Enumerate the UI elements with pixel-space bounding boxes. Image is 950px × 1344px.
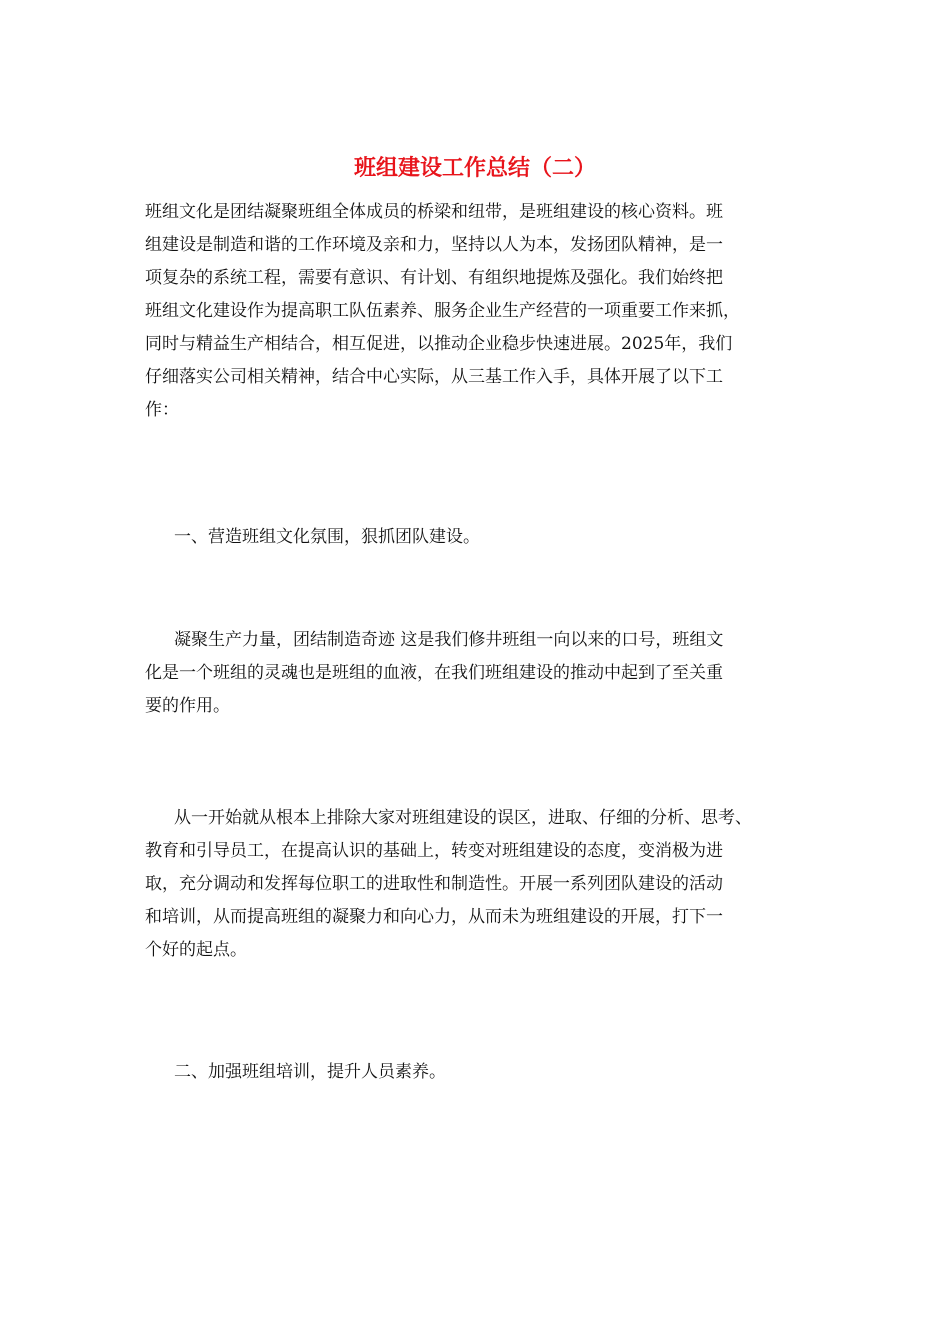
document-title: 班组建设工作总结（二） [353,155,596,181]
section-heading-2 [145,1056,825,1089]
paragraph-line: 个好的起点。 [145,940,247,960]
section-heading-1 [145,521,825,554]
paragraph-line: 教育和引导员工，在提高认识的基础上，转变对班组建设的态度，变消极为进 [145,841,723,861]
paragraph-2 [145,802,825,967]
paragraph-line: 要的作用。 [145,696,230,716]
paragraph-line: 取，充分调动和发挥每位职工的进取性和制造性。开展一系列团队建设的活动 [145,874,723,894]
intro-line: 项复杂的系统工程，需要有意识、有计划、有组织地提炼及强化。我们始终把 [145,268,723,288]
paragraph-line: 从一开始就从根本上排除大家对班组建设的误区，进取、仔细的分析、思考、 [174,808,752,828]
section-heading-text: 一、营造班组文化氛围，狠抓团队建设。 [174,527,480,547]
section-heading-text: 二、加强班组培训，提升人员素养。 [174,1062,446,1082]
intro-line: 同时与精益生产相结合，相互促进，以推动企业稳步快速进展。2025年，我们 [145,334,733,354]
intro-line: 仔细落实公司相关精神，结合中心实际，从三基工作入手，具体开展了以下工 [145,367,723,387]
intro-paragraph [145,196,825,427]
intro-line: 作： [145,400,179,420]
paragraph-line: 和培训，从而提高班组的凝聚力和向心力，从而未为班组建设的开展，打下一 [145,907,723,927]
intro-line: 班组文化是团结凝聚班组全体成员的桥梁和纽带，是班组建设的核心资料。班 [145,202,723,222]
paragraph-line: 凝聚生产力量，团结制造奇迹 这是我们修井班组一向以来的口号，班组文 [174,630,724,650]
paragraph-1 [145,624,825,723]
paragraph-line: 化是一个班组的灵魂也是班组的血液，在我们班组建设的推动中起到了至关重 [145,663,723,683]
intro-line: 班组文化建设作为提高职工队伍素养、服务企业生产经营的一项重要工作来抓， [145,301,740,321]
intro-line: 组建设是制造和谐的工作环境及亲和力，坚持以人为本，发扬团队精神，是一 [145,235,723,255]
